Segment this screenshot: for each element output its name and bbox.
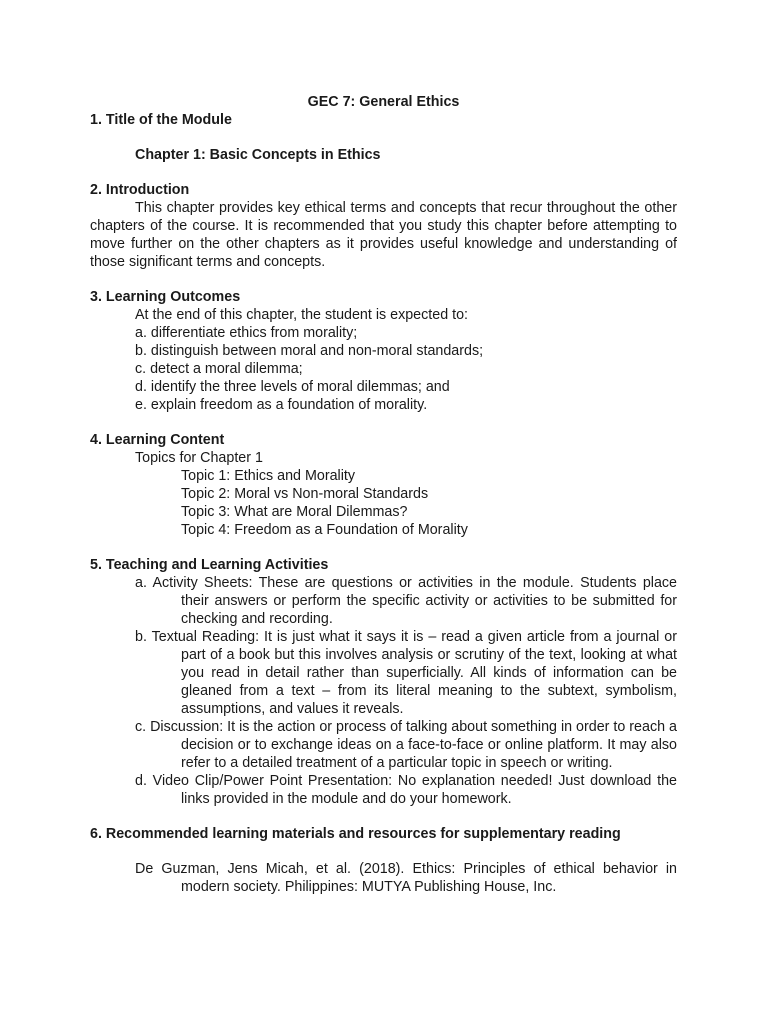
section-2-heading: 2. Introduction: [90, 182, 190, 198]
activity-item: c. Discussion: It is the action or process of talking about something in order to reach a decision or to exchange ideas on a face-to-face or online platform. It may also refer to a detailed treatment of a particular topic in speech or writing.: [135, 719, 677, 771]
document-page: [90, 93, 677, 896]
activity-item: b. Textual Reading: It is just what it says it is – read a given article from a journal or part of a book but this involves analysis or scrutiny of the text, looking at what you read in detail rather than superficially. All kinds of information can be gleaned from a text – from its literal meaning to the subtext, symbolism, assumptions, and values it reveals.: [135, 629, 677, 717]
topics-intro: Topics for Chapter 1: [135, 450, 263, 466]
introduction-paragraph: This chapter provides key ethical terms and concepts that recur throughout the other chapters of the course. It is recommended that you study this chapter before attempting to move further on the other chapters as it provides useful knowledge and understanding of those significant terms and concepts.: [90, 200, 677, 270]
course-title: GEC 7: General Ethics: [307, 94, 460, 110]
spacer: [90, 808, 677, 825]
spacer: [90, 129, 677, 146]
chapter-title: Chapter 1: Basic Concepts in Ethics: [135, 147, 381, 163]
topic-item: Topic 3: What are Moral Dilemmas?: [181, 504, 408, 520]
section-3-heading: 3. Learning Outcomes: [90, 289, 241, 305]
spacer: [90, 271, 677, 288]
outcome-item: e. explain freedom as a foundation of morality.: [135, 397, 428, 413]
topic-item: Topic 1: Ethics and Morality: [181, 468, 356, 484]
spacer: [90, 414, 677, 431]
outcome-item: c. detect a moral dilemma;: [135, 361, 303, 377]
outcomes-intro: At the end of this chapter, the student is expected to:: [135, 307, 469, 323]
section-5-heading: 5. Teaching and Learning Activities: [90, 557, 329, 573]
section-6-heading: 6. Recommended learning materials and resources for supplementary reading: [90, 826, 621, 842]
outcome-item: b. distinguish between moral and non-moral standards;: [135, 343, 484, 359]
spacer: [90, 164, 677, 181]
spacer: [90, 539, 677, 556]
activity-item: a. Activity Sheets: These are questions or activities in the module. Students place their answers or perform the specific activity or activities to be submitted for checking and recording.: [135, 575, 677, 627]
reference-entry: De Guzman, Jens Micah, et al. (2018). Ethics: Principles of ethical behavior in modern society. Philippines: MUTYA Publishing House, Inc.: [135, 861, 677, 895]
topic-item: Topic 2: Moral vs Non-moral Standards: [181, 486, 429, 502]
outcome-item: a. differentiate ethics from morality;: [135, 325, 358, 341]
spacer: [90, 843, 677, 860]
section-1-heading: 1. Title of the Module: [90, 112, 232, 128]
outcome-item: d. identify the three levels of moral dilemmas; and: [135, 379, 450, 395]
section-4-heading: 4. Learning Content: [90, 432, 225, 448]
activity-item: d. Video Clip/Power Point Presentation: No explanation needed! Just download the links provided in the module and do your homework.: [135, 773, 677, 807]
topic-item: Topic 4: Freedom as a Foundation of Morality: [181, 522, 468, 538]
